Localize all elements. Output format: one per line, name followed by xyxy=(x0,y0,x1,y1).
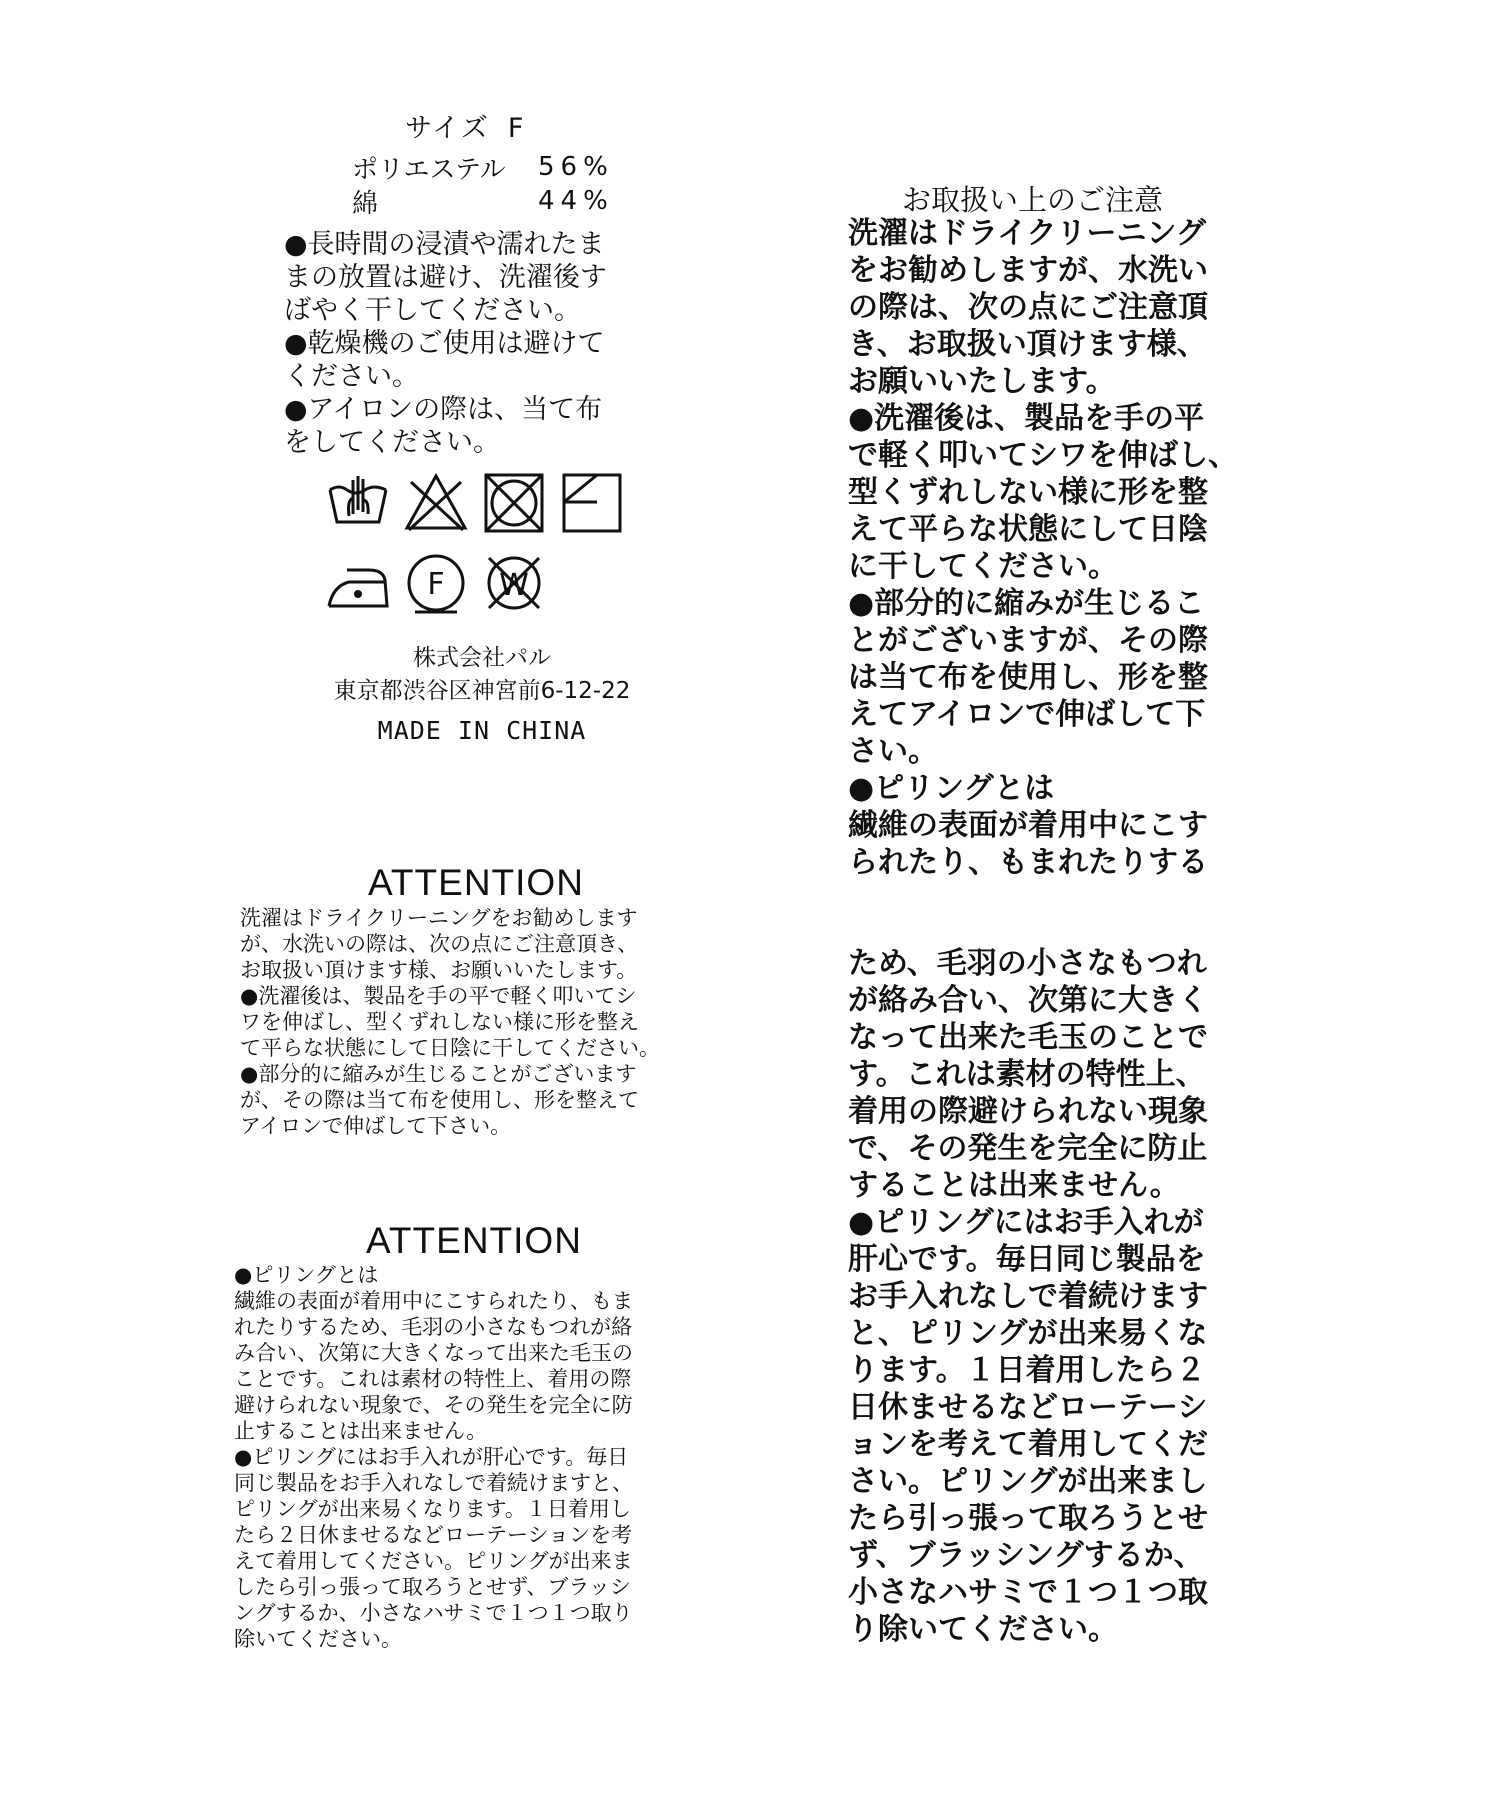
notice-line: えて平らな状態にして日陰 xyxy=(848,512,1208,547)
attention-line: ことです。これは素材の特性上、着用の際 xyxy=(234,1367,632,1391)
svg-text:F: F xyxy=(427,567,445,602)
notice-line: なって出来た毛玉のことで xyxy=(848,1020,1208,1055)
notice-line: ョンを考えて着用してくだ xyxy=(848,1427,1208,1462)
notice-line: き、お取扱い頂けます様、 xyxy=(848,327,1207,362)
composition-row xyxy=(352,150,614,184)
notice-line: ず、ブラッシングするか、 xyxy=(848,1538,1204,1573)
notice-line: す。これは素材の特性上、 xyxy=(848,1057,1206,1092)
care-notes xyxy=(284,228,607,459)
notice-line: 洗濯はドライクリーニング xyxy=(848,216,1206,251)
material-percent: 44% xyxy=(538,186,614,216)
care-note-line: まの放置は避け、洗濯後す xyxy=(284,262,607,293)
notice-line: に干してください。 xyxy=(848,549,1118,584)
attention-line: 止することは出来ません。 xyxy=(234,1419,488,1443)
attention-line: ワを伸ばし、型くずれしない様に形を整え xyxy=(240,1010,639,1034)
attention-line: ●洗濯後は、製品を手の平で軽く叩いてシ xyxy=(240,984,637,1008)
composition-table xyxy=(352,150,614,218)
attention-body xyxy=(240,905,660,1139)
company-address: 東京都渋谷区神宮前6-12-22 xyxy=(333,678,631,704)
attention-line: したら引っ張って取ろうとせず、ブラッシ xyxy=(234,1575,631,1599)
notice-line: ●洗濯後は、製品を手の平 xyxy=(848,401,1205,436)
origin-text: MADE IN CHINA xyxy=(377,716,587,745)
notice-line: 繊維の表面が着用中にこす xyxy=(848,808,1208,843)
notice-body-upper xyxy=(848,215,1238,881)
care-symbols xyxy=(325,470,625,630)
size-value: F xyxy=(507,113,526,144)
notice-line: で軽く叩いてシワを伸ばし、 xyxy=(848,438,1238,473)
notice-line: ●部分的に縮みが生じるこ xyxy=(848,586,1205,621)
attention-line: み合い、次第に大きくなって出来た毛玉の xyxy=(234,1341,633,1365)
care-note-line: ください。 xyxy=(284,361,419,392)
notice-line: えてアイロンで伸ばして下 xyxy=(848,697,1206,732)
notice-heading: お取扱い上のご注意 xyxy=(902,183,1164,217)
notice-body-lower xyxy=(848,945,1208,1648)
attention-line: ●ピリングとは xyxy=(234,1263,379,1287)
notice-line: ります。１日着用したら２ xyxy=(848,1353,1206,1388)
notice-line: ため、毛羽の小さなもつれ xyxy=(848,946,1207,981)
care-note-line: ●長時間の浸漬や濡れたま xyxy=(284,229,605,260)
attention-line: 除いてください。 xyxy=(234,1627,402,1651)
notice-line: することは出来ません。 xyxy=(848,1168,1180,1203)
no-tumble-dry-icon xyxy=(481,470,547,536)
material-percent: 56% xyxy=(538,152,614,182)
notice-line: と、ピリングが出来易くな xyxy=(848,1316,1208,1351)
no-bleach-icon xyxy=(403,470,469,536)
notice-line: さい。 xyxy=(848,734,938,769)
composition-row xyxy=(352,184,614,218)
care-note-line: ばやく干してください。 xyxy=(284,295,581,326)
notice-line: られたり、もまれたりする xyxy=(848,845,1208,880)
notice-line: をお勧めしますが、水洗い xyxy=(848,253,1208,288)
notice-line: 型くずれしない様に形を整 xyxy=(848,475,1208,510)
attention-line: ングするか、小さなハサミで１つ１つ取り xyxy=(234,1601,633,1625)
notice-line: ●ピリングとは xyxy=(848,771,1055,806)
notice-line: お手入れなしで着続けます xyxy=(848,1279,1208,1314)
notice-line: お願いいたします。 xyxy=(848,364,1116,399)
attention-line: が、水洗いの際は、次の点にご注意頂き、 xyxy=(240,932,639,956)
size-label-text: サイズ xyxy=(405,113,490,144)
notice-line: さい。ピリングが出来まし xyxy=(848,1464,1208,1499)
attention-line: 洗濯はドライクリーニングをお勧めします xyxy=(240,906,638,930)
notice-line: が絡み合い、次第に大きく xyxy=(848,983,1208,1018)
notice-line: たら引っ張って取ろうとせ xyxy=(848,1501,1208,1536)
attention-line: ピリングが出来易くなります。１日着用し xyxy=(234,1497,631,1521)
size-label xyxy=(405,106,525,145)
notice-line: り除いてください。 xyxy=(848,1612,1118,1647)
notice-line: とがございますが、その際 xyxy=(848,623,1208,658)
attention-line: たら２日休ませるなどローテーションを考 xyxy=(234,1523,633,1547)
care-note-line: をしてください。 xyxy=(284,427,500,458)
svg-text:W: W xyxy=(499,568,529,603)
notice-line: 日休ませるなどローテーシ xyxy=(848,1390,1208,1425)
attention-line: 繊維の表面が着用中にこすられたり、もま xyxy=(234,1289,633,1313)
notice-line: ●ピリングにはお手入れが xyxy=(848,1205,1204,1240)
company-info xyxy=(312,642,652,708)
attention-line: が、その際は当て布を使用し、形を整えて xyxy=(240,1088,639,1112)
dry-clean-f-icon xyxy=(403,550,469,616)
notice-line: で、その発生を完全に防止 xyxy=(848,1131,1208,1166)
attention-line: て平らな状態にして日陰に干してください。 xyxy=(240,1036,660,1060)
attention-line: えて着用してください。ピリングが出来ま xyxy=(234,1549,633,1573)
material-name: ポリエステル xyxy=(352,154,506,185)
attention-line: 同じ製品をお手入れなしで着続けますと、 xyxy=(234,1471,633,1495)
no-wet-clean-icon xyxy=(481,550,547,616)
company-name: 株式会社パル xyxy=(413,645,551,671)
flat-dry-icon xyxy=(559,470,625,536)
hand-wash-40-icon xyxy=(325,470,391,536)
notice-line: 肝心です。毎日同じ製品を xyxy=(848,1242,1206,1277)
notice-line: は当て布を使用し、形を整 xyxy=(848,660,1208,695)
low-iron-icon xyxy=(325,550,391,616)
attention-body xyxy=(234,1262,633,1652)
care-note-line: ●アイロンの際は、当て布 xyxy=(284,394,603,425)
attention-line: れたりするため、毛羽の小さなもつれが絡 xyxy=(234,1315,633,1339)
attention-line: ●部分的に縮みが生じることがございます xyxy=(240,1062,637,1086)
attention-line: お取扱い頂けます様、お願いいたします。 xyxy=(240,958,638,982)
notice-line: の際は、次の点にご注意頂 xyxy=(848,290,1208,325)
material-name: 綿 xyxy=(352,188,379,219)
attention-heading: ATTENTION xyxy=(368,862,584,903)
attention-line: 避けられない現象で、その発生を完全に防 xyxy=(234,1393,633,1417)
notice-line: 小さなハサミで１つ１つ取 xyxy=(848,1575,1208,1610)
attention-line: ●ピリングにはお手入れが肝心です。毎日 xyxy=(234,1445,629,1469)
attention-line: アイロンで伸ばして下さい。 xyxy=(240,1114,512,1138)
notice-line: 着用の際避けられない現象 xyxy=(848,1094,1208,1129)
care-note-line: ●乾燥機のご使用は避けて xyxy=(284,328,605,359)
attention-heading: ATTENTION xyxy=(366,1220,582,1261)
